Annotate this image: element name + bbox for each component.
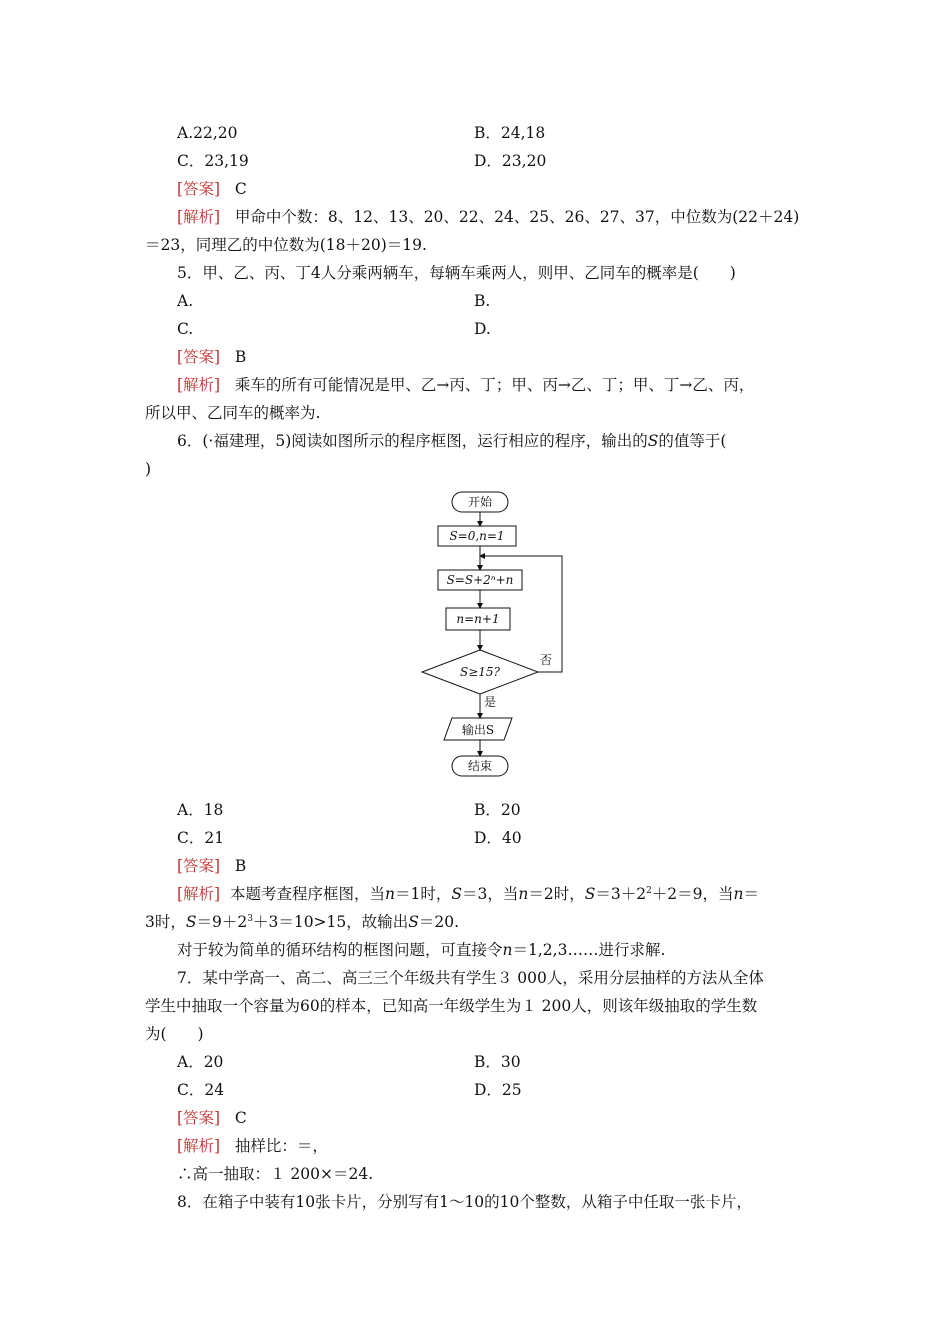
no-label: 否: [540, 653, 553, 667]
q6-answer-line: [177, 856, 246, 876]
analysis-tag: [解析]: [177, 376, 221, 394]
var-s: S: [584, 885, 596, 903]
q6-stem-text-b: 的值等于(: [658, 432, 727, 450]
answer-tag: [答案]: [177, 1109, 221, 1127]
flowchart: [410, 484, 570, 784]
q5-stem: 5．甲、乙、丙、丁4人分乘两辆车，每辆车乘两人，则甲、乙同车的概率是( ): [177, 264, 736, 282]
var-n: n: [502, 941, 513, 959]
q7-analysis-line2: ∴高一抽取：１ 200×＝24.: [177, 1165, 374, 1183]
q7-answer-line: [177, 1108, 247, 1128]
var-s: S: [451, 885, 462, 903]
q5-analysis-line1: [177, 375, 754, 395]
exponent: 3: [247, 914, 253, 924]
q4-answer-line: [177, 179, 247, 199]
analysis-text: 抽样比：＝，: [234, 1137, 328, 1155]
q6-stem-line2: ): [145, 460, 152, 478]
q5-option-d: D.: [474, 320, 491, 338]
q4-analysis-line1: [177, 207, 799, 227]
q5-option-a: A.: [177, 292, 194, 310]
flowchart-svg: [410, 484, 570, 784]
analysis-text: 甲命中个数：8、12、13、20、22、24、25、26、27、37，中位数为(22＋24): [234, 208, 800, 226]
analysis-text: 3时，: [145, 913, 186, 931]
q7-option-d: D．25: [474, 1081, 522, 1099]
q4-option-b: B．24,18: [474, 124, 546, 142]
answer-tag: [答案]: [177, 180, 221, 198]
q7-stem-line2: 学生中抽取一个容量为60的样本，已知高一年级学生为１ 200人，则该年级抽取的学生数: [145, 997, 758, 1015]
analysis-tag: [解析]: [177, 208, 221, 226]
q6-option-b: B．20: [474, 801, 521, 819]
q6-stem-var: S: [647, 432, 659, 450]
init-label: S=0,n=1: [449, 529, 505, 543]
analysis-text: ＝9＋2: [196, 913, 248, 931]
q6-analysis-line3: [177, 940, 665, 960]
q7-stem-line3: 为( ): [145, 1025, 204, 1043]
q7-stem-line1: 7．某中学高一、高二、高三三个年级共有学生３ 000人，采用分层抽样的方法从全体: [177, 969, 764, 987]
analysis-text: ＝3，当: [461, 885, 519, 903]
analysis-text: 对于较为简单的循环结构的框图问题，可直接令: [177, 941, 503, 959]
analysis-text: ＝1时，: [394, 885, 452, 903]
q6-option-d: D．40: [474, 829, 522, 847]
analysis-text: ＝20.: [418, 913, 460, 931]
var-n: n: [733, 885, 744, 903]
answer-tag: [答案]: [177, 857, 221, 875]
q8-stem-line1: 8．在箱子中装有10张卡片，分别写有1～10的10个整数，从箱子中任取一张卡片，: [177, 1193, 752, 1211]
q6-analysis-line1: [177, 884, 759, 904]
update-n-label: n=n+1: [456, 612, 500, 626]
analysis-text: ＝1,2,3……进行求解.: [512, 941, 666, 959]
start-label: 开始: [467, 495, 493, 509]
analysis-text: 本题考查程序框图，当: [229, 885, 385, 903]
q5-option-b: B.: [474, 292, 491, 310]
q7-option-c: C．24: [177, 1081, 225, 1099]
q4-analysis-line2: ＝23，同理乙的中位数为(18＋20)＝19.: [145, 236, 427, 254]
q4-option-c: C．23,19: [177, 152, 249, 170]
analysis-tag: [解析]: [177, 1137, 221, 1155]
answer-value: B: [234, 348, 247, 366]
answer-value: B: [234, 857, 247, 875]
yes-label: 是: [484, 695, 497, 709]
var-s: S: [408, 913, 419, 931]
q4-option-d: D．23,20: [474, 152, 547, 170]
exponent: 2: [646, 886, 652, 896]
q7-option-a: A．20: [177, 1053, 224, 1071]
output-label: 输出S: [461, 723, 495, 737]
var-n: n: [518, 885, 529, 903]
analysis-text: 乘车的所有可能情况是甲、乙→丙、丁；甲、丙→乙、丁；甲、丁→乙、丙，: [234, 376, 755, 394]
q6-stem-line1: [177, 431, 726, 451]
q6-analysis-line2: [145, 912, 459, 932]
answer-tag: [答案]: [177, 348, 221, 366]
analysis-text: ＋3＝10>15，故输出: [252, 913, 409, 931]
q7-option-b: B．30: [474, 1053, 521, 1071]
analysis-tag: [解析]: [177, 885, 221, 903]
decision-label: S≥15?: [460, 665, 500, 679]
answer-value: C: [234, 180, 247, 198]
q5-analysis-line2: 所以甲、乙同车的概率为.: [145, 404, 321, 422]
q4-option-a: A.22,20: [177, 124, 238, 142]
q6-stem-text-a: 6．(·福建理，5)阅读如图所示的程序框图，运行相应的程序，输出的: [177, 432, 648, 450]
q5-option-c: C.: [177, 320, 194, 338]
end-label: 结束: [467, 759, 493, 773]
analysis-text: ＝2时，: [528, 885, 585, 903]
q6-option-c: C．21: [177, 829, 225, 847]
var-n: n: [384, 885, 395, 903]
analysis-text: ＋2＝9，当: [651, 885, 734, 903]
answer-value: C: [234, 1109, 247, 1127]
analysis-text: ＝3＋2: [595, 885, 647, 903]
q6-option-a: A．18: [177, 801, 224, 819]
var-s: S: [185, 913, 197, 931]
q5-answer-line: [177, 347, 246, 367]
q7-analysis-line1: [177, 1136, 328, 1156]
update-s-label: S=S+2ⁿ+n: [446, 573, 514, 587]
analysis-text: ＝: [743, 885, 760, 903]
